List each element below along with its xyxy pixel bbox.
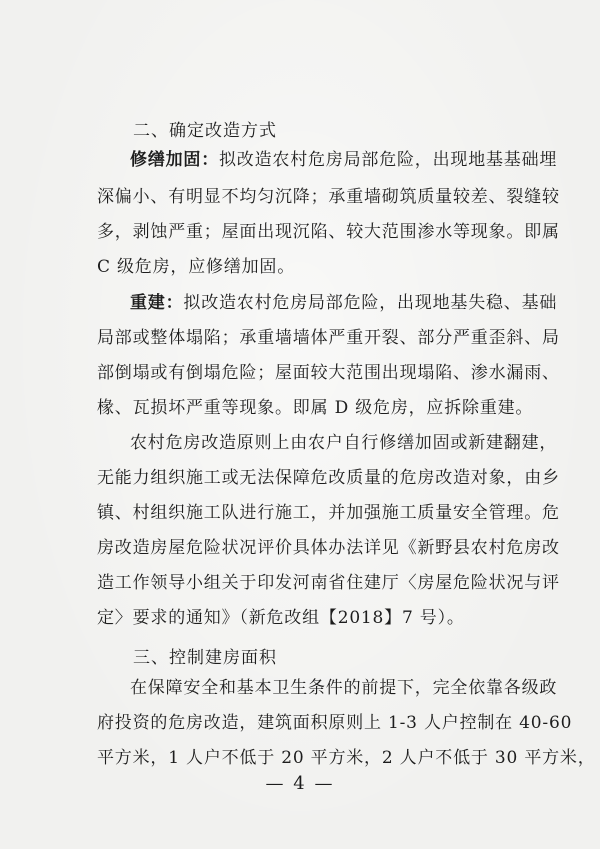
paragraph-principle-line-4: 房改造房屋危险状况评价具体办法详见《新野县农村危房改 [97,538,560,558]
paragraph-repair-line-1 [130,150,557,170]
rebuild-lead-label: 重建： [130,293,184,313]
repair-text-1: 拟改造农村危房局部危险，出现地基基础埋 [219,150,558,170]
paragraph-principle-line-2: 无能力组织施工或无法保障危改质量的危房改造对象，由乡 [97,468,560,488]
paragraph-rebuild-line-2: 局部或整体塌陷；承重墙墙体严重开裂、部分严重歪斜、局 [97,328,560,348]
paragraph-area-line-3: 平方米，1 人户不低于 20 平方米，2 人户不低于 30 平方米， [97,748,596,768]
paragraph-principle-line-5: 造工作领导小组关于印发河南省住建厅〈房屋危险状况与评 [97,573,560,593]
paragraph-rebuild-line-4: 椽、瓦损坏严重等现象。即属 D 级危房，应拆除重建。 [97,398,534,418]
paragraph-principle-line-1: 农村危房改造原则上由农户自行修缮加固或新建翻建， [130,433,558,453]
page-number: — 4 — [265,773,335,794]
paragraph-rebuild-line-3: 部倒塌或有倒塌危险；屋面较大范围出现塌陷、渗水漏雨、 [97,363,560,383]
section-heading-renovation-method: 二、确定改造方式 [133,121,277,141]
paragraph-repair-line-3: 多，剥蚀严重；屋面出现沉陷、较大范围渗水等现象。即属 [97,222,560,242]
paragraph-principle-line-6: 定〉要求的通知》（新危改组【2018】7 号）。 [97,608,465,628]
paragraph-repair-line-4: C 级危房，应修缮加固。 [97,257,296,277]
paragraph-principle-line-3: 镇、村组织施工队进行施工，并加强施工质量安全管理。危 [97,503,560,523]
rebuild-text-1: 拟改造农村危房局部危险，出现地基失稳、基础 [183,293,558,313]
paragraph-rebuild-line-1 [130,293,557,313]
paragraph-area-line-1: 在保障安全和基本卫生条件的前提下，完全依靠各级政 [130,678,558,698]
paragraph-area-line-2: 府投资的危房改造，建筑面积原则上 1-3 人户控制在 40-60 [97,713,573,733]
section-heading-building-area: 三、控制建房面积 [133,648,277,668]
repair-lead-label: 修缮加固： [130,150,219,170]
paragraph-repair-line-2: 深偏小、有明显不均匀沉降；承重墙砌筑质量较差、裂缝较 [97,187,560,207]
